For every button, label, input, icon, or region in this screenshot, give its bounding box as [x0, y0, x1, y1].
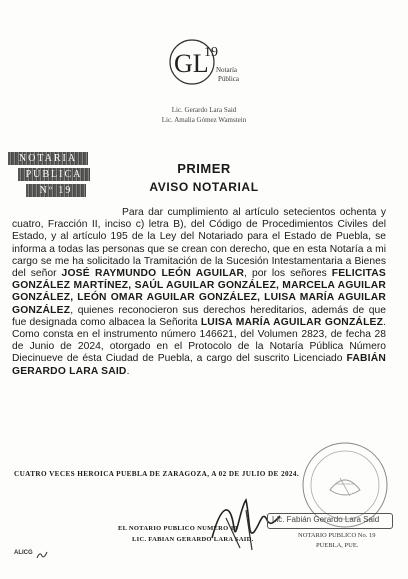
seal-city: PUEBLA, PUE.	[316, 542, 359, 549]
lic-line-1: Lic. Gerardo Lara Said	[171, 106, 237, 114]
date-line: CUATRO VECES HEROICA PUEBLA DE ZARAGOZA, A 02 DE JULIO DE 2024.	[14, 470, 300, 478]
stamp-row-publica: PÚBLICA	[18, 168, 90, 181]
lic-line-2: Lic. Amalia Gómez Wamstein	[161, 116, 247, 124]
body-text-4: . Como consta en el instrumento número 146621, del Volumen 2823, de fecha 28 de Junio de 2024, otorgado en el Protocolo de la Notaría Pública Número Diecinueve de ésta Ciudad de Puebla, a cargo del suscrito Licenciado	[12, 316, 386, 365]
title-aviso-notarial: AVISO NOTARIAL	[149, 180, 259, 194]
footer-code: ALICG	[14, 550, 33, 556]
notaria-logo	[160, 28, 250, 100]
logo-caption-2: Pública	[218, 75, 239, 83]
signature-line-1: EL NOTARIO PUBLICO NUMERO 19	[118, 525, 238, 532]
seal-name: Lic. Fabián Gerardo Lara Said	[272, 515, 380, 524]
heirs-names: FELICITAS GONZÁLEZ MARTÍNEZ, SAÚL AGUILAR GONZÁLEZ, MARCELA AGUILAR GONZÁLEZ, LEÓN OMAR AGUILAR GONZÁLEZ, LUISA MARÍA AGUILAR GONZÁLEZ	[12, 268, 386, 316]
notice-paragraph	[12, 207, 386, 378]
title-primer: PRIMER	[177, 161, 231, 176]
body-text-2: , por los señores	[244, 268, 332, 280]
logo-letters: GL	[174, 49, 209, 78]
stamp-row-number: Nº 19	[26, 184, 86, 197]
notary-name: FABIÁN GERARDO LARA SAID	[12, 353, 386, 377]
footer-scribble-icon	[36, 547, 48, 557]
logo-number: 19	[204, 45, 218, 60]
deceased-name: JOSÉ RAYMUNDO LEÓN AGUILAR	[61, 268, 245, 280]
stamp-row-notaria: NOTARIA	[8, 152, 88, 165]
signature-line-2: LIC. FABIAN GERARDO LARA SAID.	[132, 536, 254, 543]
body-text-5: .	[126, 365, 130, 377]
seal-notario: NOTARIO PUBLICO No. 19	[298, 532, 376, 539]
body-text-1: Para dar cumplimiento al artículo setecientos ochenta y cuatro, Fracción II, inciso c) letra B), del Código de Procedimientos Civiles del Estado, y al artículo 195 de la Ley del Notariado para el Estado de Puebla, se informa a todas las personas que se crean con derecho, que en esta Notaría a mi cargo se me ha solicitado la Tramitación de la Sucesión Intestamentaria a Bienes del señor	[12, 207, 386, 280]
logo-caption-1: Notaría	[216, 66, 237, 74]
body-text-3: , quienes reconocieron sus derechos hereditarios, además de que fue designada como albacea la Señorita	[12, 304, 386, 328]
executor-name: LUISA MARÍA AGUILAR GONZÁLEZ	[200, 316, 384, 328]
notaria-logo-graphic	[160, 28, 250, 100]
notice-body	[12, 207, 386, 378]
